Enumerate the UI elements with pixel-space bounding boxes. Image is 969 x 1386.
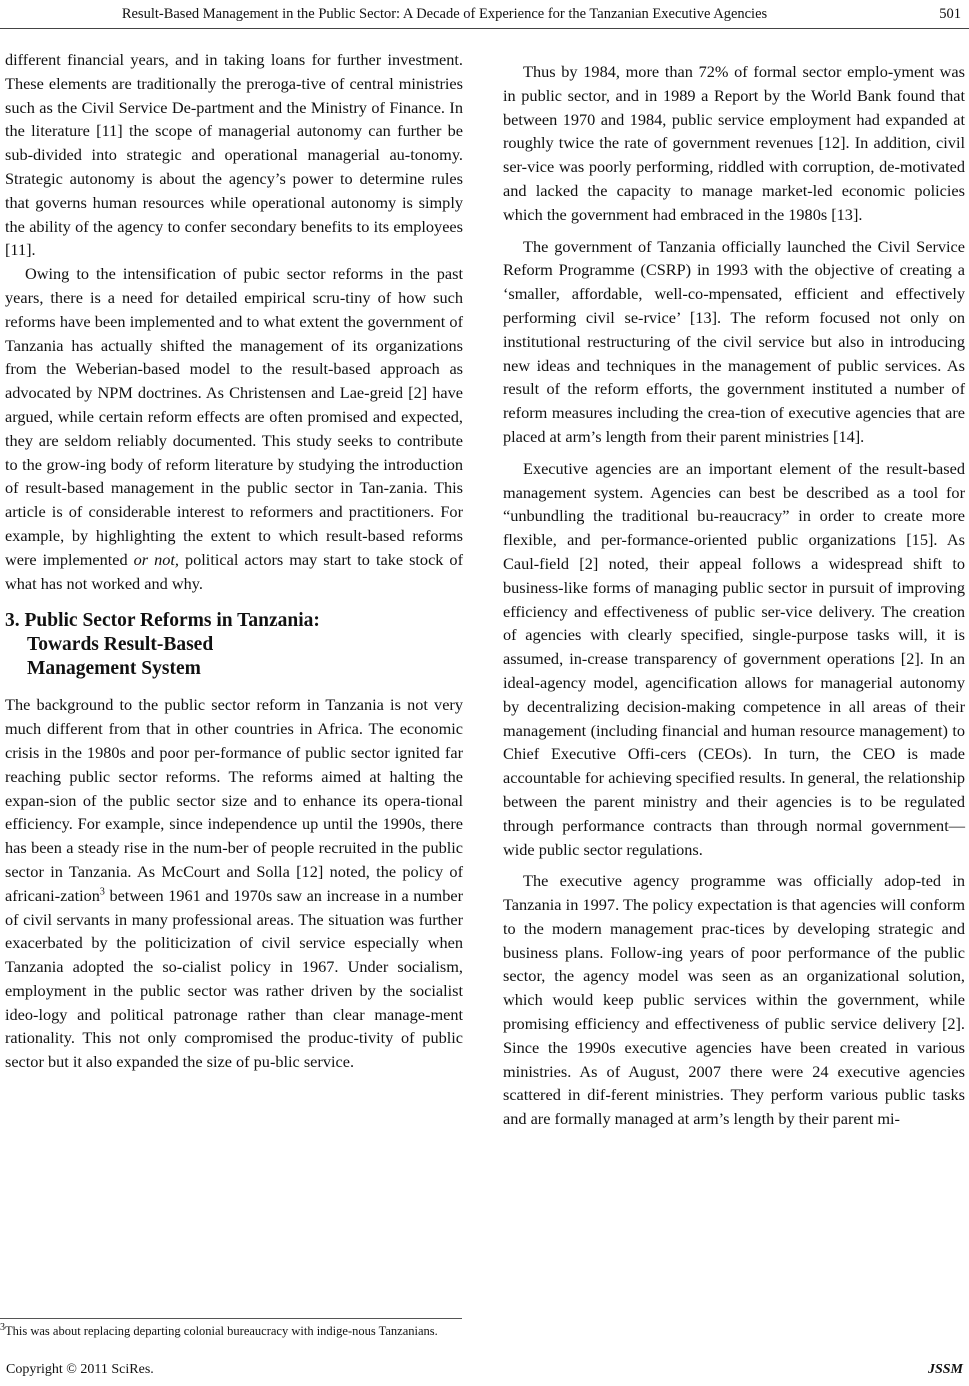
header-rule: [0, 28, 969, 29]
footnote: [0, 1323, 462, 1339]
paragraph: Executive agencies are an important element of the result-based management system. Agencies can best be described as a tool for “unbundling the traditional bu-reaucracy” in order to create more flexible, and per-formance-oriented public organizations [15]. As Caul-field [2] noted, their appeal follows a widespread shift to business-like forms of managing public sector in pursuit of improving efficiency and effectiveness of public ser-vice delivery. The creation of agencies with clearly specified, single-purpose tasks will, it is assumed, in-crease transparency of government operations [2]. In an ideal-agency model, agencification allows for managerial autonomy by decentralizing decision-making competence in all areas of their management (including financial and human resource management) to Chief Executive Offi-cers (CEOs). In turn, the CEO is made accountable for achieving specified results. In general, the relationship between the parent ministry and their agencies is to be regulated through performance contracts than through normal government—wide public sector regulations.: [503, 458, 965, 859]
paragraph-text: political actors may start to take stock of what has not worked and why.: [5, 549, 463, 593]
copyright: Copyright © 2011 SciRes.: [6, 1362, 154, 1377]
paragraph: The government of Tanzania officially launched the Civil Service Reform Programme (CSRP) in 1993 with the objective of creating a ‘smaller, affordable, well-co-mpensated, efficient and effectively performing civil se-rvice’ [13]. The reform focused not only on institutional restructuring of the civil service but also in introducing new ideas and techniques in the management of public services. As result of the reform efforts, the government instituted a number of reform measures including the crea-tion of executive agencies that are placed at arm’s length from their parent ministries [14].: [503, 236, 965, 446]
footnote-marker: 3: [0, 1321, 5, 1333]
paragraph: different financial years, and in taking loans for further investment. These elements are traditionally the preroga-tive of central ministries such as the Civil Service De-partment and the Ministry of Finance. In the literature [11] the scope of managerial autonomy can further be sub-divided into strategic and operational managerial au-tonomy. Strategic autonomy is about the agency’s power to determine rules that governs human resources while operational autonomy is simply the ability of the agency to confer secondary benefits to its employees [11].: [5, 50, 463, 260]
paragraph: [5, 693, 463, 1074]
footnote-text: This was about replacing departing colonial bureaucracy with indige-nous Tanzanians.: [5, 1324, 438, 1338]
right-column: [503, 60, 965, 1131]
section-heading-text: Public Sector Reforms in Tanzania:: [24, 610, 320, 632]
footnote-rule: [0, 1318, 462, 1319]
paragraph: [5, 262, 463, 595]
emphasis-text: or not,: [133, 549, 179, 569]
section-heading-line: Towards Result-Based: [27, 634, 214, 656]
paragraph-text: between 1961 and 1970s saw an increase in a number of civil servants in many professional areas. The situation was further exacerbated by the politicization of civil service especially when Tanzania adopted the so-cialist policy in 1967. Under socialism, employment in the public sector was rather driven by the socialist ideo-logy and political patronage rather than clear manage-ment rationality. This not only compromised the produc-tivity of public sector but it also expanded the size of pu-blic service.: [5, 885, 463, 1072]
page-number: 501: [939, 6, 961, 22]
left-column: [5, 48, 463, 1074]
section-number: 3.: [5, 610, 20, 632]
running-title: Result-Based Management in the Public Sector: A Decade of Experience for the Tanzanian Executive Agencies: [121, 6, 768, 22]
section-heading: [5, 609, 463, 681]
footnote-reference: 3: [99, 886, 105, 898]
paragraph-text: Owing to the intensification of pubic sector reforms in the past years, there is a need for detailed empirical scru-tiny of how such reforms have been implemented and to what extent the government of Tanzania has actually shifted the management of its organizations from the Weberian-based model to the result-based approach as advocated by NPM doctrines. As Christensen and Lae-greid [2] have argued, while certain reform effects are often promised and expected, they are seldom reliably documented. This study seeks to contribute to the grow-ing body of reform literature by studying the introduction of result-based management in the public sector in Tan-zania. This article is of considerable interest to reformers and practitioners. For example, by highlighting the extent to which result-based reforms were implemented: [5, 264, 463, 569]
journal-abbreviation: JSSM: [927, 1362, 963, 1377]
paragraph-text: The background to the public sector reform in Tanzania is not very much different from that in other countries in Africa. The economic crisis in the 1980s and poor per-formance of public sector ignited far reaching public sector reforms. The reforms aimed at halting the expan-sion of the public sector size and to enhance its opera-tional efficiency. For example, since independence up until the 1990s, there has been a steady rise in the num-ber of people recruited in the public sector in Tanzania. As McCourt and Solla [12] noted, the policy of africani-zation: [5, 695, 463, 905]
section-heading-line: [5, 609, 463, 633]
running-header: [0, 6, 969, 28]
paragraph: Thus by 1984, more than 72% of formal sector emplo-yment was in public sector, and in 1989 a Report by the World Bank found that between 1970 and 1984, public service employment had expanded at roughly twice the rate of government revenues [12]. In addition, civil ser-vice was poorly performing, riddled with corruption, de-motivated and lacked the capacity to manage market-led economic policies which the government had embraced in the 1980s [13].: [503, 62, 965, 224]
section-heading-line: Management System: [27, 658, 201, 680]
paragraph: The executive agency programme was officially adop-ted in Tanzania in 1997. The policy expectation is that agencies will conform to the modern management prac-tices by developing strategic and business plans. Follow-ing years of poor performance of the public sector, the agency model was seen as an organizational solution, which would keep public services within the government, while promising efficiency and effectiveness of public service delivery [2]. Since the 1990s executive agencies have been created in various ministries. As of August, 2007 there were 24 executive agencies scattered in dif-ferent ministries. They perform various public tasks and are formally managed at arm’s length by their parent mi-: [503, 871, 965, 1129]
